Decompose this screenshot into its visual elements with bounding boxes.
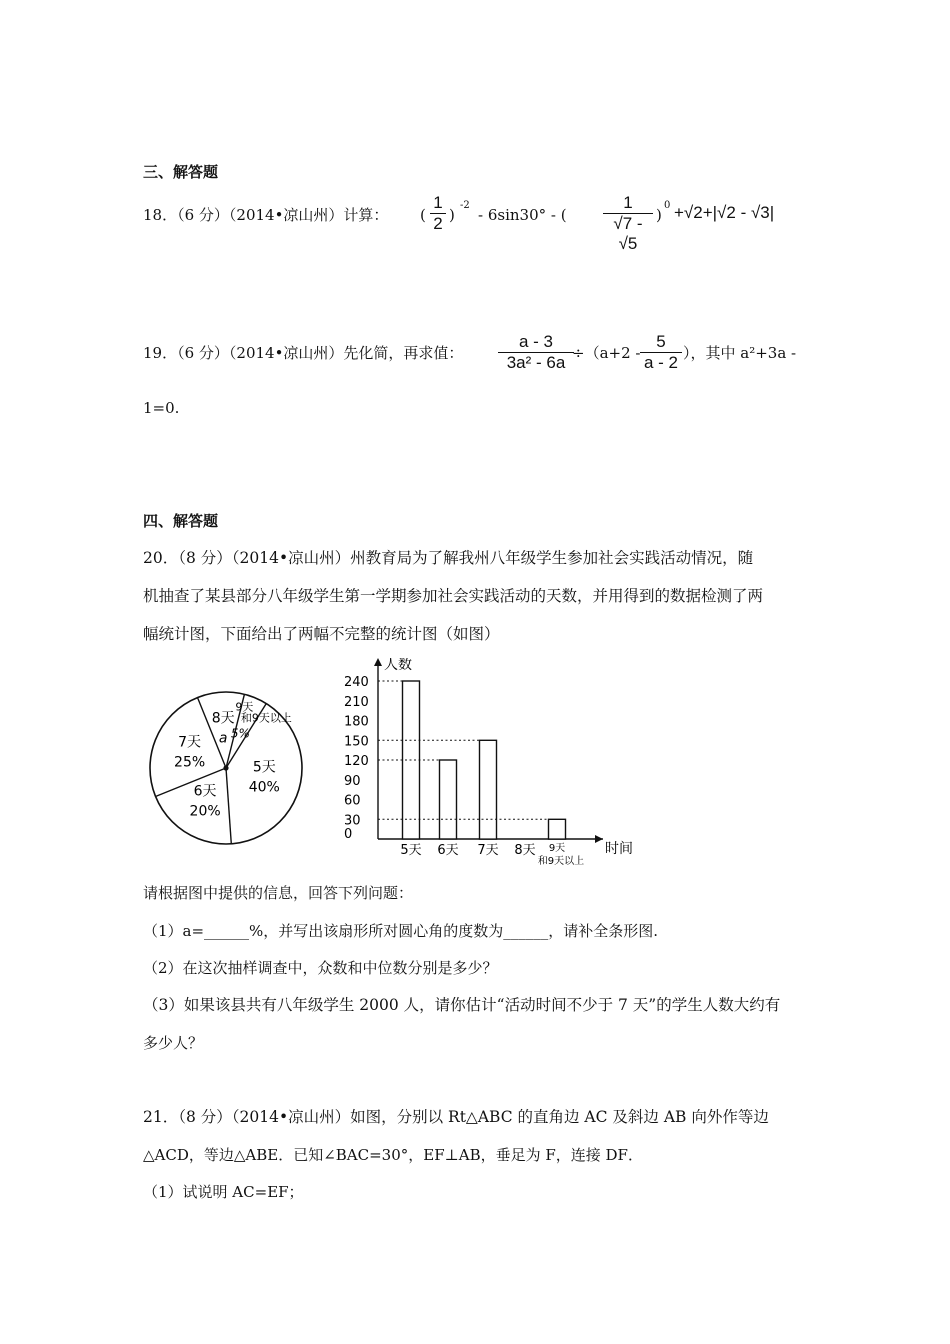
- q20-line3: 幅统计图，下面给出了两幅不完整的统计图（如图）: [143, 625, 500, 643]
- q18-tail: +√2+|√2 - √3|: [674, 203, 775, 222]
- q20-sub3-line1: （3）如果该县共有八年级学生 2000 人，请你估计“活动时间不少于 7 天”的学生人数大约有: [143, 996, 781, 1014]
- q18-fraction-root: 1 √7 - √5: [603, 193, 653, 254]
- bar-1: [440, 760, 457, 839]
- q20-sub2: （2）在这次抽样调查中，众数和中位数分别是多少？: [143, 959, 498, 977]
- y-tick-label: 90: [344, 773, 361, 789]
- y-tick-label: 210: [344, 694, 369, 710]
- section-heading-4: 四、解答题: [143, 512, 219, 530]
- q20-sub1: （1）a=______%，并写出该扇形所对圆心角的度数为______，请补全条形图.: [143, 922, 659, 940]
- y-tick-label: 240: [344, 675, 369, 690]
- q20-line1: 20．（8 分）（2014•凉山州）州教育局为了解我州八年级学生参加社会实践活动情况，随: [143, 549, 754, 567]
- y-tick-label: 60: [344, 793, 361, 809]
- pie-label-9-bottom: 和9天以上: [240, 711, 292, 725]
- q19-tail: ），其中 a²+3a -: [683, 344, 797, 362]
- q18-exponent-neg2: -2: [460, 200, 470, 211]
- pie-label-8-days: 8天: [211, 710, 235, 727]
- pie-value-6-days: 20%: [189, 803, 221, 820]
- y-axis-arrow: [374, 658, 382, 666]
- y-tick-label: 180: [344, 714, 369, 730]
- q21-sub1: （1）试说明 AC=EF；: [143, 1183, 304, 1201]
- y-tick-label: 150: [344, 734, 369, 750]
- q18-middle: - 6sin30° - (: [478, 206, 567, 224]
- x-axis-label: 时间: [605, 841, 633, 857]
- x-tick-label: 5天: [400, 843, 422, 858]
- y-axis-label: 人数: [384, 658, 412, 673]
- y-tick-label: 120: [344, 754, 369, 769]
- bar-marks: [378, 681, 566, 839]
- q21-line2: △ACD，等边△ABE．已知∠BAC=30°，EF⊥AB，垂足为 F，连接 DF．: [143, 1146, 643, 1164]
- x-tick-label: 8天: [514, 843, 536, 858]
- pie-label-7-days: 7天: [178, 734, 202, 751]
- section-heading-3: 三、解答题: [143, 163, 219, 181]
- x-tick-label: 6天: [437, 843, 459, 858]
- x-tick-label-9-bottom: 和9天以上: [537, 856, 585, 867]
- q20-sub3-line2: 多少人？: [143, 1034, 204, 1052]
- pie-chart: [140, 680, 320, 860]
- q19-middle: ÷（a+2 -: [572, 344, 641, 362]
- pie-value-9-plus-days: 5%: [230, 726, 250, 741]
- q19-line2: 1=0.: [143, 399, 180, 417]
- q19-fraction-second: 5 a - 2: [640, 332, 682, 373]
- bar-chart: [338, 658, 658, 876]
- bar-4: [549, 819, 566, 839]
- q19-fraction-main: a - 3 3a² - 6a: [498, 332, 574, 373]
- pie-label-9-top: 9天: [235, 700, 254, 714]
- bar-2: [480, 740, 497, 839]
- x-axis-arrow: [595, 835, 603, 843]
- q18-fraction-half: 1 2: [430, 193, 446, 234]
- pie-value-8-days: a: [218, 730, 228, 747]
- q18-exponent-zero: 0: [664, 200, 671, 211]
- pie-label-6-days: 6天: [193, 783, 217, 800]
- q18-lead: 18．（6 分）（2014•凉山州）计算：: [143, 206, 389, 224]
- q20-prompt: 请根据图中提供的信息，回答下列问题：: [143, 884, 414, 902]
- q19-lead: 19．（6 分）（2014•凉山州）先化简，再求值：: [143, 344, 464, 362]
- pie-value-7-days: 25%: [174, 754, 206, 771]
- q18-paren-close: ): [449, 206, 455, 224]
- y-tick-label: 30: [344, 813, 361, 829]
- x-tick-label-9-top: 9天: [548, 843, 566, 854]
- q21-line1: 21．（8 分）（2014•凉山州）如图，分别以 Rt△ABC 的直角边 AC 及斜边 AB 向外作等边: [143, 1108, 769, 1126]
- q20-line2: 机抽查了某县部分八年级学生第一学期参加社会实践活动的天数，并用得到的数据检测了两: [143, 587, 764, 605]
- pie-label-5-days: 5天: [252, 759, 276, 776]
- y-tick-label: 0: [344, 827, 353, 842]
- pie-center-dot: [223, 765, 228, 770]
- x-tick-label: 7天: [477, 843, 499, 858]
- q18-paren-close-2: ): [656, 206, 662, 224]
- pie-value-5-days: 40%: [248, 779, 280, 796]
- q18-paren-open: (: [420, 206, 426, 224]
